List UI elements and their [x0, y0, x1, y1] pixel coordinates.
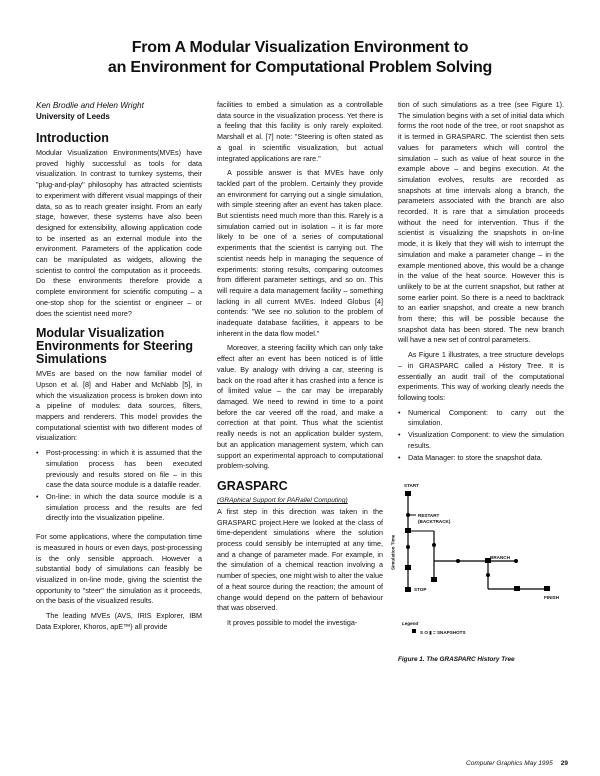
time-axis-label: Simulation Time	[390, 534, 396, 571]
snapshot-node	[514, 559, 518, 563]
affiliation: University of Leeds	[36, 112, 110, 121]
col3-paragraph-2: As Figure 1 illustrates, a tree structure develops – in GRASPARC called a History Tree. It is essentially an audit trail of the computational experiments. This way of working clearly needs the following tools:	[398, 350, 564, 402]
grasparc-heading: GRASPARC	[217, 478, 288, 493]
restart-label: RESTART	[418, 513, 440, 519]
column-3	[390, 100, 564, 666]
list-item: • On-line: in which the data source module is a simulation process and the results are fed directly into the visualization pipeline.	[44, 492, 202, 524]
branch-label: BRANCH	[490, 555, 510, 561]
paper-title	[60, 38, 540, 78]
title-line-2: an Environment for Computational Problem Solving	[107, 59, 493, 76]
visualization-modes-list	[36, 448, 202, 524]
grasparc-paragraph-1: A first step in this direction was taken in the GRASPARC project.Here we looked at the class of time-dependent simulations where the solution process could sensibly be interrupted at any time, and a change of parameter made. For example, in the simulation of a chemical reaction involving a number of species, one might wish to alter the value of a heat source during the reaction; the amount of change would depend on the pattern of behaviour that was observed.	[217, 506, 383, 613]
snapshot-node	[406, 513, 410, 517]
journal-name: Computer Graphics May 1995	[466, 760, 553, 767]
tools-list	[398, 408, 564, 464]
col2-paragraph-2: A possible answer is that MVEs have only tackled part of the problem. Certainly they provide an environment for carrying out a single simulation, with simple steering after an event has taken place. But scientists need much more than this. Rarely is a simulation carried out in isolation – it is far more likely to be one of a series of computational experiments that the scientist is carrying out. The scientist needs help in managing the sequence of experiments: storing results, comparing outcomes from different parameter settings, and so on. This will require a data management facility – something lacking in all current MVEs. Indeed Globus [4] contends: "We see no solution to the problem of inadequate database facilities, it appears to be inherent in the data flow model."	[217, 168, 383, 338]
list-item: • Numerical Component: to carry out the simulation.	[406, 408, 564, 429]
mve-paragraph-3: The leading MVEs (AVS, IRIS Explorer, IBM Data Explorer, Khoros, apE™) all provide	[36, 611, 202, 631]
title-line-1: From A Modular Visualization Environment to	[131, 39, 469, 56]
list-item: • Visualization Component: to view the simulation results.	[406, 430, 564, 451]
column-1	[36, 100, 202, 636]
backtrack-label: (BACKTRACK)	[418, 519, 451, 525]
snapshot-node	[406, 545, 410, 549]
page-number: 29	[560, 760, 568, 767]
page-footer	[400, 760, 568, 767]
intro-heading: Introduction	[36, 131, 109, 145]
snapshot-node	[432, 543, 436, 547]
legend-text: S O ▮ = SNAPSHOTS	[420, 630, 466, 636]
snapshot-node	[405, 491, 411, 496]
snapshot-node	[544, 586, 550, 591]
list-item: • Post-processing: in which it is assumed that the simulation process has been executed previously and results stored on file – in this case the data source module is a datafile reader.	[44, 448, 202, 491]
snapshot-node	[514, 586, 520, 591]
start-label: START	[404, 483, 419, 489]
snapshot-node	[405, 565, 411, 570]
finish-label: FINISH	[544, 595, 560, 601]
snapshot-node	[431, 577, 437, 582]
snapshot-node	[456, 559, 460, 563]
col3-paragraph-1: tion of such simulations as a tree (see Figure 1). The simulation begins with a set of initial data which forms the root node of the tree, or root snapshot as it is termed in GRASPARC. The scientist then sets values for parameters which will control the simulation – such as value of heat source in the example above – and begins execution. At the simulation evolves, results are recorded as snapshots at time intervals along a branch, the parameters associated with the branch are also recorded. It is rare that a simulation proceeds without the need for intervention. Thus if the scientist is visualizing the snapshots in on-line mode, it is likely that they will wish to interrupt the simulation and make a parameter change – in the example mentioned above, this would be a change in the value of the heat source. However this is unlikely to be at the current snapshot, but rather at some earlier point. So there is a need to backtrack to an earlier snapshot, and create a new branch from there; this will be possible because the snapshot data has been stored. The new branch will have a new set of control parameters.	[398, 100, 564, 345]
mve-paragraph-2: For some applications, where the computation time is measured in hours or even days, post-processing is the only sensible approach. However a substantial body of simulations can feasibly be visualized in on-line mode, giving the scientist the opportunity to "steer" the simulation as it proceeds, on the basis of the visualized results.	[36, 532, 202, 606]
list-item: • Data Manager: to store the snapshot data.	[406, 453, 564, 464]
legend-title: Legend	[402, 621, 419, 627]
history-tree-diagram	[398, 473, 564, 651]
grasparc-paragraph-2: It proves possible to model the investiga-	[227, 617, 358, 627]
history-tree-figure	[390, 473, 564, 651]
mve-paragraph-1: MVEs are based on the now familiar model of Upson et al. [8] and Haber and McNabb [5], in which the visualization process is broken down into a pipeline of modules: data sources, filters, mappers and renderers. This model provides the computational scientist with two different modes of visualization:	[36, 369, 202, 443]
authors: Ken Brodlie and Helen Wright	[36, 101, 144, 110]
snapshot-node	[405, 528, 411, 533]
col2-paragraph-3: Moreover, a steering facility which can only take effect after an event has been noticed is of little value. By analogy with driving a car, steering is back on the road after it has crashed into a fence is of limited value – the car may be irreparably damaged. We need to rewind in time to a point before the car veered off the road, and make a correction at that point. Thus what the scientist really needs is not an application builder system, but an application management system, which can support an experimental approach to computational problem-solving.	[217, 343, 383, 471]
col2-paragraph-1: facilities to embed a simulation as a controllable data source in the visualization process. Yet there is a feeling that this facility is only rarely exploited. Marshall et al. [7] note: "Steering is often stated as a goal in scientific visualization, but actual integrated applications are rare."	[217, 100, 383, 163]
figure-caption: Figure 1. The GRASPARC History Tree	[398, 656, 515, 664]
intro-paragraph: Modular Visualization Environments(MVEs) have proved highly successful as tools for data visualization. In contrast to turnkey systems, their "plug-and-play" philosophy has attracted scientists to experiment with different visual mappings of their data, so as to reach greater insight. From an early stage, however, these systems have also been designed for extensibility, allowing application code to be inserted as an external module into the environment. Parameters of the application code can be manipulated as widgets, allowing the scientist to control the computation as it proceeds. Do these environments therefore provide a complete environment for scientific computing – a one-stop shop for the scientist or engineer – or does the scientist need more?	[36, 148, 202, 318]
snapshot-node	[486, 573, 490, 577]
snapshot-node	[405, 587, 411, 592]
stop-label: STOP	[414, 587, 427, 593]
mve-heading: Modular Visualization Environments for Steering Simulations	[36, 326, 193, 367]
grasparc-subtitle: (GRAphical Support for PARallel Computing)	[217, 496, 348, 504]
column-2	[217, 100, 383, 633]
